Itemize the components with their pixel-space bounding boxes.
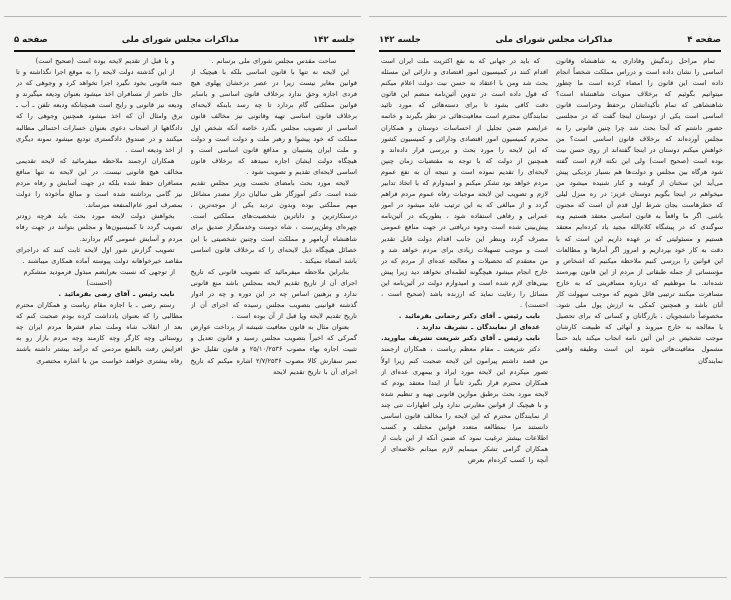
speaker-line: عده‌ای از نمایندگان ـ تشریف ندارند . — [416, 323, 540, 332]
paragraph: لایحه مورد بحث بامضای نخست وزیر مجلس تقدیم شده است. دکتر آموزگار طی سالیان دراز مصدر مشاغل مهم مملکتی بوده وبدون تردید یکی از موجه‌ترین ، درستکارترین و داناترین شخصیت‌های مملکتی است. چهره‌ای وطن‌پرست ، شاه دوست وخدمتگزار صدیق برای شاهنشاه آریامهر و مملکت است وچنین شخصیتی با این خصائل هیچگاه ذیل لایحه‌ای را که برخلاف قانون اساسی باشد امضاء نمیکند . — [190, 179, 357, 265]
applause-note: از توجهی که نسبت بعرایضم مبذول فرمودید متشکرم (احسنت) — [23, 267, 175, 287]
paragraph: تصویب گزارش شور اول لایحه ثابت کنند که دراجرای مقاصد خیرخواهانه دولت پیوسته آماده همکاری میباشند . — [16, 245, 183, 265]
top-scan-edge — [369, 16, 727, 17]
paragraph: این لایحه نه تنها با قانون اساسی بلکه با هیچیک از قوانین مغایر نیست زیرا در عصر درخشان پهلوی هیچ فردی اجازه وحق ندارد برخلاف قانون اساسی و باسایر قوانین مملکتی گام بردارد تا چه رسد باینکه لایحه‌ای برخلاف قانون اساسی تهیه وقانونی نیز مخالف قانون اساسی از تصویب مجلس بگذرد خاصه آنکه شخص اول مملکت که خود پیشوا و رهبر ملت و دولت است و دولت و ملت ایران پشتیبان و مدافع قانون اساسی است و هیچگاه دولت ایشان اجازه نمیدهد که برخلاف قانون اساسی لایحه‌ای تقدیم و تصویب شود . — [190, 68, 357, 176]
paragraph: که باید در جهانی که به نفع اکثریت ملت ایران است اقدام کنند در کمیسیون امور اقتصادی و دارائی این مسئله بحث شد ومن با اعتقاد به حسن نیت دولت اعلام میکنم که قول داده است در تدوین آئین‌نامه منضم این قانون دقت کافی بشود تا برای دسته‌هائی که مورد تائید نمایندگان محترم است معافیت‌هائی در نظر بگیرند و خاتمه عرایضم ضمن تجلیل از احساسات دوستان و همکاران محترم کمیسیون امور اقتصادی ودارائی و کمیسیون کشور که این لایحه را مورد بحث و بررسی قرار داده‌اند و همچنین از دولت که با توجه به مقتضیات زمان چنین لایحه‌ای را تقدیم نموده است و نتیجه آن به نفع عموم مردم خواهد بود تشکر میکنم و امیدوارم که با اتخاذ تدابیر لازم و تصویب این لایحه موجبات رفاه عموم مردم فراهم گردد و از مبالغی که به این ترتیب عاید میشود در امور عمرانی و رفاهی استفاده شود ، بطوریکه در آئین‌نامه پیش‌بینی شده است وجوه دریافتی در جهت منافع عمومی مصرف گردد وبنظر این جانب اقدام دولت قابل تقدیر است و موجب تسهیلات زیادی برای مردم خواهد شد و من معتقدم که تحصیلات و معالجه عده‌ای از مردم که در خارج انجام میشود هیچگونه لطمه‌ای نخواهد دید زیرا پیش بینی‌های لازم شده است و امیدوارم دولت در آئین‌نامه این مسائل را رعایت نماید که ارزنده باشد (صحیح است ، احسنت) . — [381, 57, 548, 310]
paragraph: همکاران ارجمند ملاحظه میفرمائید که لایحه تقدیمی مخالف هیچ قانونی نیست. در این لایحه نه تنها منافع مسافران حفظ شده بلکه در جهت آسایش و رفاه مردم نیز گامی برداشته شده است و مبالغ مأخوذه را دولت بمصرف امور عام‌المنفعه میرساند. — [16, 156, 183, 210]
publication-title: مذاکرات مجلس شورای ملی — [495, 35, 613, 45]
page-number: صفحه ۴ — [687, 35, 721, 45]
right-page-columns — [381, 56, 723, 530]
speaker-line: نایب رئیس ـ آقای دکتر شریعت تشریف بیاورید. — [381, 334, 540, 343]
bottom-scan-edge — [369, 577, 727, 578]
page-number: صفحه ۵ — [14, 35, 48, 45]
left-page — [0, 0, 365, 600]
bottom-scan-edge — [4, 577, 361, 578]
publication-title: مذاکرات مجلس شورای ملی — [121, 35, 239, 45]
left-page-columns — [16, 56, 357, 530]
speaker-paragraph: رستم رضی ـ با اجازه مقام ریاست و همکاران محترم مطالبی را که بعنوان یادداشت کرده بودم صحبت کنم که بعد از انقلاب شاه وملت تمام قشرها مردم ایران چه روستائی وچه کارگر وچه کارمند وچه مردم بازار رو به افزایش رفت بالطبع مردمی که درآمد بیشتر داشته باشند رفاه بیشتری خواهند خواست من با اشاره مختصری — [16, 301, 183, 365]
speaker-paragraph: دکتر شریعت ـ مقام معظم ریاست ، همکاران ارجمند من قصد داشتم پیرامون این لایحه صحبت کنم زیرا اولاً تصور میکردم این لایحه مورد ایراد و بیمهری عده‌ای از همکاران محترم قرار بگیرد ثانیاً از ابتدا معتقد بودم که لایحه مورد بحث برطبق موازین قانونی تهیه و تنظیم شده و با هیچیک از قوانین مغایرتی ندارد ولی اظهارات تنی چند از نمایندگان محترم که این لایحه را مخالف قانون اساسی دانستند مرا بمطالعه متعدد قوانین مختلف و کسب اطلاعات بیشتر ترغیب نمود که ضمن آنکه از این بابت از همکاران گرامی تشکر مینمایم لازم میدانم خلاصه‌ای از آنچه را کسب کرده‌ام بعرض — [381, 345, 548, 465]
top-scan-edge — [4, 16, 361, 17]
paragraph: و یا قبل از تقدیم لایحه بوده است (صحیح است) — [35, 57, 175, 65]
text-column — [381, 56, 548, 530]
text-column — [556, 56, 723, 530]
paragraph: بخواهش دولت لایحه مورد بحث باید هرچه زودتر تصویب گردد تا کمیسیون‌ها و مجلس بتوانند در جهت رفاه مردم و آسایش عمومی گام بردارند. — [16, 212, 183, 243]
paragraph: تمام مراحل زندگیش وفاداری به شاهنشاه وقانون اساسی را نشان داده است و درراس مملکت شخصاً انجام داده است این قانون را امضاء کرده است ما چطور میتوانیم بگوئیم که برخلاف منویات شاهنشاه است؟ شاهنشاهی که تمام تأکیداتشان برحفظ وحراست قانون اساسی است یکی از دوستان اینجا گفت که در مجلسی حضور داشتم که آنجا بحث شد چرا چنین قانونی را به مجلس آورده‌اند که برخلاف قانون اساسی است؟ من خواهش میکنم دوستان در اینجا گفته‌اند از روی حسن نیت بوده است (صحیح است) ولی این نکته لازم است گفته شود هرگاه بین مجلس و دولت‌ها هم بسیار نزدیکی پیش می‌آید این سخنان از گوشه و کنار شنیده میشود من میخواهم در اینجا بگویم دوستان عزیز: در ره منزل لیلی که خطرهاست بجان شرط اول قدم آن است که مجنون باشی. اگر ما واقعاً به قانون اساسی معتقد هستیم وبه سوگندی که در پیشگاه کلام‌الله مجید یاد کرده‌ایم معتقد هستیم و مسئولیتی که بر عهده داریم این است که با دقت به کار خود بپردازیم و امروز اگر آمارها و مطالعات این قوانین را بررسی کنیم ملاحظه میکنیم که اشخاص و مؤسساتی از جمله طبقاتی از مردم از این قانون بهره‌مند شده‌اند. ما موظفیم که درباره مسافرینی که به خارج مسافرت میکنند ترتیبی قائل شویم که موجب سهولت کار آنان باشد و همچنین کمکی به ارزش پول ملی شود. مخصوصاً دانشجویان ، بازرگانان و کسانی که برای تحصیل یا معالجه به خارج میروند و آنهائی که طبیعت کارشان موجب تشخیص در این آئین نامه انجاب میکند باید حتماً مشمول معافیت‌هائی شوند این است وظیفه واقعی نمایندگان — [556, 57, 723, 365]
paragraph: بنابراین ملاحظه میفرمائید که تصویب قانونی که تاریخ اجرای آن از تاریخ تقدیم لایحه بمجلس باشد منع قانونی ندارد و برهنین اساس چه در این دوره و چه در ادوار گذشته قوانینی بتصویب مجلس رسیده که اجرای آن از تاریخ تقدیم لایحه ویا قبل از آن بوده است . — [190, 267, 357, 321]
paragraph: ساحت مقدس مجلس شورای ملی برسانم . — [211, 57, 337, 65]
session-label: جلسه ۱۴۲ — [313, 35, 355, 45]
right-page-header — [379, 33, 721, 47]
header-divider — [379, 50, 721, 52]
speaker-line: نایب رئیس ـ آقای رضی بفرمائید . — [58, 289, 175, 298]
right-page — [365, 0, 731, 600]
session-label: جلسه ۱۴۲ — [379, 35, 421, 45]
text-column — [16, 56, 183, 530]
paragraph: از این گذشته دولت لایحه را به موقع اجرا نگذاشته و تا جنبه قانونی بخود نگیرد اجرا نخواهد کرد و وجوهی که در حال حاضر از مسافران اخذ میشود بعنوان ودیعه میگیرند و ودیعه نیز قانونی و رایج است همچنانکه ودیعه تلفن ـ آب ـ برق وامثال آن که اخذ میشود همچنین وجوهی را که دادگاهها از اصحاب دعوی بعنوان خسارات احتمالی مطالبه میکنند و در صندوق دادگستری تودیع میشود نمونه دیگری از اخذ ودیعه است . — [16, 68, 183, 154]
header-divider — [14, 50, 355, 52]
text-column — [191, 56, 358, 530]
left-page-header — [14, 33, 355, 47]
paragraph: بعنوان مثال به قانون معافیت شیشه از پرداخت عوارض گمرکی که اخیراً بتصویب مجلس رسید و قانون تعدیل و تثبیت اجاره بهاء مصوب ۲۵/۱۰/۲۵۳۶ و قانون تقلیل حق تمبر سفارش کالا مصوب ۲/۷/۲۵۳۶ اشاره میکنم که تاریخ اجرای آن با تاریخ تقدیم لایحه — [190, 323, 357, 376]
speaker-line: نایب رئیس ـ آقای دکتر رحمانی بفرمائید . — [398, 312, 540, 321]
